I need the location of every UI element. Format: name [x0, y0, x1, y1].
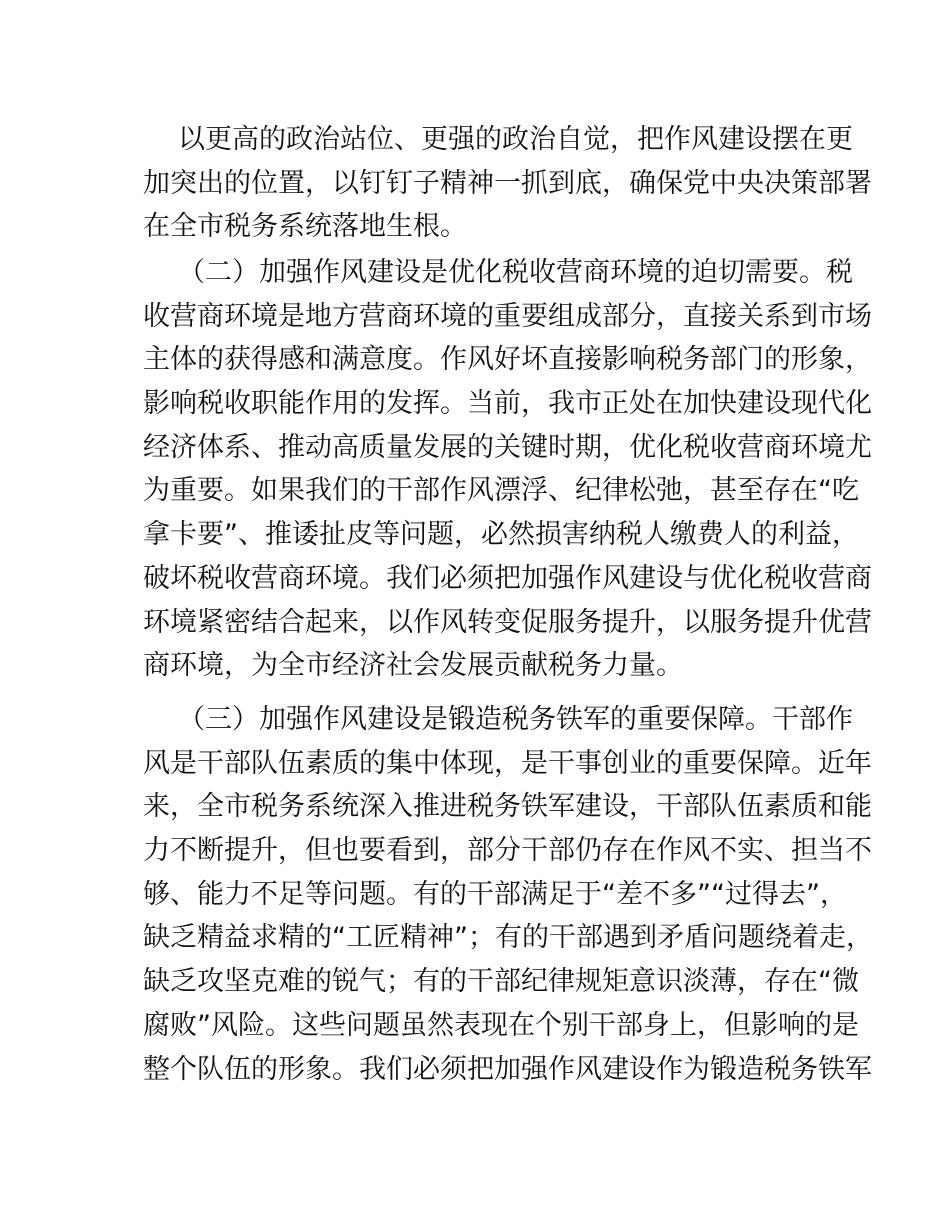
text-line: 力不断提升，但也要看到，部分干部仍存在作风不实、担当不 [143, 835, 872, 867]
text-line: 风是干部队伍素质的集中体现，是干事创业的重要保障。近年 [143, 747, 872, 779]
text-line: 破坏税收营商环境。我们必须把加强作风建设与优化税收营商 [143, 562, 872, 594]
text-line: 够、能力不足等问题。有的干部满足于“差不多”“过得去”， [143, 878, 847, 910]
text-line: 商环境，为全市经济社会发展贡献税务力量。 [143, 650, 683, 682]
paragraph-2 [143, 251, 872, 688]
text-line: 加突出的位置，以钉钉子精神一抓到底，确保党中央决策部署 [143, 167, 872, 199]
text-line: 腐败”风险。这些问题虽然表现在个别干部身上，但影响的是 [143, 1009, 859, 1041]
text-line: 主体的获得感和满意度。作风好坏直接影响税务部门的形象， [143, 344, 872, 376]
text-line: 缺乏攻坚克难的锐气；有的干部纪律规矩意识淡薄，存在“微 [143, 966, 859, 998]
text-line: 拿卡要”、推诿扯皮等问题，必然损害纳税人缴费人的利益， [143, 519, 859, 551]
text-line: 在全市税务系统落地生根。 [143, 211, 467, 243]
text-line: （二）加强作风建设是优化税收营商环境的迫切需要。税 [178, 257, 853, 288]
text-line: 来，全市税务系统深入推进税务铁军建设，干部队伍素质和能 [143, 791, 872, 823]
text-line: 经济体系、推动高质量发展的关键时期，优化税收营商环境尤 [143, 431, 872, 463]
text-line: （三）加强作风建设是锻造税务铁军的重要保障。干部作 [178, 704, 853, 735]
text-line: 以更高的政治站位、更强的政治自觉，把作风建设摆在更 [178, 124, 853, 155]
paragraph-3 [143, 698, 873, 1091]
text-line: 为重要。如果我们的干部作风漂浮、纪律松弛，甚至存在“吃 [143, 475, 859, 507]
text-line: 影响税收职能作用的发挥。当前，我市正处在加快建设现代化 [143, 388, 872, 420]
text-line: 缺乏精益求精的“工匠精神”；有的干部遇到矛盾问题绕着走， [143, 922, 873, 954]
text-line: 收营商环境是地方营商环境的重要组成部分，直接关系到市场 [143, 300, 872, 332]
text-line: 环境紧密结合起来，以作风转变促服务提升，以服务提升优营 [143, 606, 872, 638]
paragraph-1 [143, 118, 872, 249]
text-line: 整个队伍的形象。我们必须把加强作风建设作为锻造税务铁军 [143, 1053, 872, 1085]
